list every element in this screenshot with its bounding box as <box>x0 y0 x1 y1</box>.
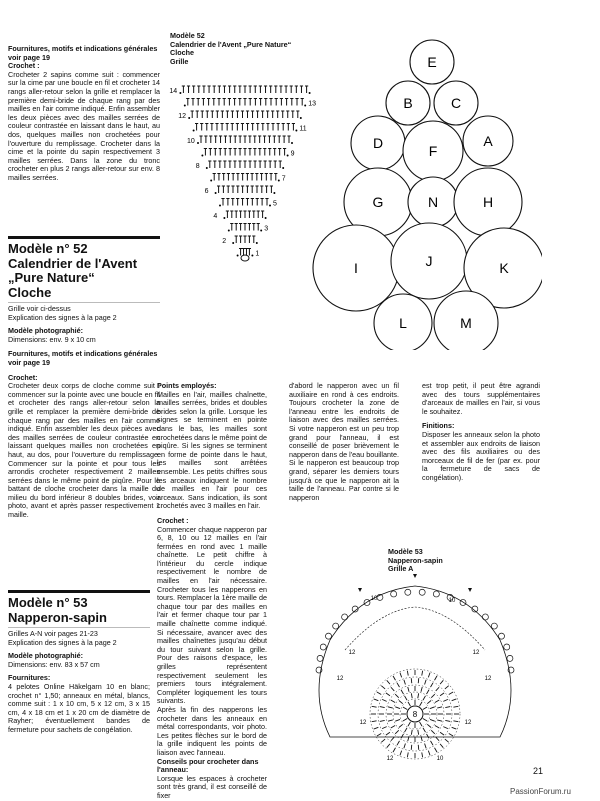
ring-letter: C <box>450 95 462 111</box>
stitch-mark <box>418 745 419 750</box>
stitch-dot <box>237 255 239 257</box>
stitch-mark <box>440 732 444 735</box>
stitch-mark <box>374 727 379 729</box>
stitch-mark <box>428 751 430 756</box>
stitch-mark <box>407 671 408 676</box>
arc-number: 12 <box>484 676 492 682</box>
stitch-mark <box>453 721 458 722</box>
stitch-dot <box>295 130 297 132</box>
stitch-mark <box>387 680 390 684</box>
column-3-text: d'abord le napperon avec un fil auxiliaire en rond à ces endroits. Toujours crocheter la zone de l'anneau entre les endroits de liaison avec des mailles serrées. Si votre napperon est un peu trop grand pour l'anneau, il est conseillé de poser brièvement le napperon dans de l'eau bouillante. Si le napperon est beaucoup trop grand, séparer les derniers tours jusqu'à ce que le napperon ait la taille de l'anneau. Par contre si le napperon <box>289 381 399 502</box>
stitch-mark <box>421 687 422 692</box>
model52-supplies-note: Fournitures, motifs et indications générales voir page 19 <box>8 349 158 367</box>
stitch-mark <box>435 700 439 703</box>
column-2 <box>157 382 267 801</box>
stitch-mark <box>435 676 438 680</box>
stitch-mark <box>399 701 403 704</box>
doily-crochet-grid-a <box>300 572 530 764</box>
stitch-dot <box>215 192 217 194</box>
stitch-mark <box>411 730 412 735</box>
stitch-mark <box>391 726 395 729</box>
ring-letter: L <box>399 315 407 331</box>
stitch-mark <box>388 707 393 708</box>
intro-crochet-label: Crochet : <box>8 61 40 71</box>
arc-number: 12 <box>464 720 472 726</box>
ring-letter: B <box>403 95 413 111</box>
stitch-mark <box>418 693 419 698</box>
model53-title <box>8 596 150 625</box>
ring-letter: J <box>425 253 433 269</box>
stitch-mark <box>440 744 443 748</box>
stitch-mark <box>418 730 419 735</box>
chart53-caption <box>388 548 468 574</box>
stitch-mark <box>436 687 439 691</box>
picot-loop <box>504 644 510 650</box>
picot-loop <box>507 655 513 661</box>
model52-title <box>8 242 160 300</box>
stitch-dot <box>287 155 289 157</box>
arc-number: 12 <box>359 720 367 726</box>
starting-loop <box>241 255 249 261</box>
stitch-mark <box>401 690 404 694</box>
stitch-mark <box>393 748 396 752</box>
model53-title-line: Napperon-sapin <box>8 609 107 625</box>
model53-supplies-head: Fournitures: <box>8 673 51 683</box>
stitch-mark <box>405 696 408 700</box>
stitch-mark <box>403 707 407 710</box>
stitch-dot <box>278 180 280 182</box>
stitch-mark <box>393 676 396 680</box>
picot-loop <box>433 591 439 597</box>
stitch-mark <box>420 702 423 706</box>
stitch-mark <box>452 727 457 729</box>
stitch-mark <box>423 728 426 732</box>
model53-photo-head: Modèle photographié: <box>8 651 84 661</box>
ring-position <box>386 81 430 125</box>
stitch-dot <box>265 217 267 219</box>
stitch-dot <box>210 180 212 182</box>
chart52-caption-line: Modèle 52 <box>170 31 205 40</box>
stitch-mark <box>395 694 399 698</box>
arc-number: 12 <box>386 756 394 762</box>
stitch-mark <box>422 671 423 676</box>
stitch-mark <box>430 707 435 709</box>
ring-letter: G <box>372 194 384 210</box>
ring-position <box>408 177 458 227</box>
stitch-mark <box>423 707 427 710</box>
grid-row <box>178 111 302 120</box>
stitch-mark <box>381 686 385 689</box>
stitch-dot <box>179 92 181 94</box>
arc-number: 12 <box>348 650 356 656</box>
intro-supplies-note: Fournitures, motifs et indications générales voir page 19 <box>8 44 158 62</box>
picot-loop <box>482 614 488 620</box>
picot-loop <box>326 633 332 639</box>
row-number: 3 <box>264 225 269 233</box>
stitch-mark <box>436 737 439 741</box>
doily-center <box>407 706 423 722</box>
model53-section <box>8 590 150 735</box>
stitch-mark <box>401 734 404 738</box>
ring-position <box>403 121 463 181</box>
stitch-dot <box>260 230 262 232</box>
ring-position <box>374 294 432 350</box>
ring-position <box>434 291 498 350</box>
stitch-mark <box>391 687 394 691</box>
row-number: 14 <box>169 88 178 95</box>
connection-arrow <box>468 588 472 592</box>
inner-arc <box>345 607 485 650</box>
stitch-dot <box>188 117 190 119</box>
stitch-mark <box>440 680 443 684</box>
stitch-dot <box>223 217 225 219</box>
stitch-mark <box>372 706 377 707</box>
ring-position <box>391 223 467 299</box>
ring-letter: N <box>427 194 439 210</box>
ring-letter: D <box>372 135 384 151</box>
stitch-dot <box>300 117 302 119</box>
stitch-mark <box>431 694 435 698</box>
center-number: 8 <box>412 710 418 719</box>
chart52-caption-line: Cloche <box>170 48 194 58</box>
tips-text: Lorsque les espaces à crocheter sont très grand, il est conseillé de fixer <box>157 773 267 800</box>
stitch-dot <box>304 105 306 107</box>
row-number: 12 <box>178 113 186 120</box>
stitch-mark <box>399 724 403 727</box>
grid-row <box>213 211 266 220</box>
ring-position <box>351 116 405 170</box>
column-3 <box>289 382 399 502</box>
stitch-mark <box>382 699 387 701</box>
intro-block <box>8 45 160 183</box>
row-number: 6 <box>204 188 209 195</box>
stitch-mark <box>411 678 412 683</box>
arc-number: 10 <box>436 756 444 762</box>
stitch-mark <box>388 720 393 721</box>
model52-crochet-label: Crochet: <box>8 372 38 382</box>
chart53-caption-line: Modèle 53 <box>388 547 423 556</box>
chart52-caption-line: Calendrier de l'Avent „Pure Nature“ <box>170 39 292 49</box>
stitch-mark <box>422 752 423 757</box>
stitch-mark <box>435 726 439 729</box>
stitch-mark <box>411 693 412 698</box>
stitch-mark <box>435 748 438 752</box>
stitch-mark <box>386 732 390 735</box>
grid-row <box>196 161 284 170</box>
stitch-mark <box>437 720 442 721</box>
arc-number: 12 <box>472 650 480 656</box>
stitch-mark <box>453 706 458 707</box>
stitch-mark <box>400 673 402 678</box>
stitch-mark <box>391 700 395 703</box>
section-rule <box>8 590 150 593</box>
model52-title-line: „Pure Nature“ <box>8 270 95 285</box>
stitch-mark <box>408 702 411 706</box>
stitch-dot <box>206 167 208 169</box>
grid-row <box>193 124 307 133</box>
stitch-mark <box>407 752 408 757</box>
stitch-mark <box>400 751 402 756</box>
ring-letter: K <box>499 260 509 276</box>
stitch-mark <box>431 730 435 734</box>
stitch-mark <box>380 707 385 708</box>
grid-row <box>187 136 293 145</box>
row-number: 8 <box>195 163 200 170</box>
grid-row <box>219 199 277 208</box>
model52-title-line: Calendrier de l'Avent <box>8 255 138 271</box>
stitch-mark <box>380 720 385 721</box>
model53-supplies-text: 4 pelotes Online Häkelgarn 10 en blanc; crochet n° 1,50; anneaux en métal, blancs, comme suit : 1 x 10 cm, 5 x 12 cm, 3 x 15 cm, 4 x 18 cm et 1 x 20 cm de diamètre de Rayher; éventuellement bandes de fermeture pour sachets de congélation. <box>8 681 150 734</box>
stitch-mark <box>427 734 430 738</box>
model52-crochet-text: Crocheter deux corps de cloche comme suit : commencer sur la pointe avec une boucle en fil et crocheter des rangs aller-retour selon la grille et remplacer la première demi-bride de chaque rang par des mailles en l'air comme indiqué. Enfin assembler les deux pièces avec des mailles serrées de couleur contrastée en laissant quelques mailles non crochetées en haut, au dos, pour l'ouverture du remplissage. Commencer sur la pointe et pour tous les arrondis crocheter respectivement 2 mailles serrées dans le même point de piqûre. Pour le battant de cloche crocheter dans la maille du milieu du bord inférieur 8 doubles brides, voir photo, avant et après passer respectivement 1 maille. <box>8 381 160 520</box>
row-number: 1 <box>255 250 260 258</box>
row-number: 11 <box>299 125 307 133</box>
picot-loop <box>498 633 504 639</box>
stitch-mark <box>386 693 390 696</box>
stitch-mark <box>395 707 400 709</box>
stitch-dot <box>201 155 203 157</box>
model53-dimensions: Dimensions: env. 83 x 57 cm <box>8 659 100 669</box>
model52-signs-ref: Explication des signes à la page 2 <box>8 312 117 322</box>
column-4 <box>422 382 540 483</box>
crochet-text: Commencer chaque napperon par 6, 8, 10 ou 12 mailles en l'air fermées en rond avec 1 maille chaînette. Le petit chiffre à l'intérieur du cercle indique respectivement le nombre de mailles en l'air nécessaire. Crocheter tous les napperons en tours. Remplacer la 1ère maille de chaque tour par des mailles en l'air et fermer chaque tour par 1 maille chaînette comme indiqué. Si nécessaire, avancer avec des mailles chaînettes jusqu'au début du tour suivant selon la grille. Pour des raisons d'espace, les grilles représentent respectivement seulement les premiers tours intégralement. Compléter logiquement les tours suivants. Après la fin des napperons les crocheter dans les anneaux en métal correspondants, voir photo. Les petites flèches sur le bord de la grille indiquent les points de liaison avec l'anneau. <box>157 524 267 757</box>
ring-position <box>463 116 513 166</box>
picot-loop <box>320 644 326 650</box>
grid-row <box>228 224 268 233</box>
stitch-mark <box>445 739 449 742</box>
stitch-mark <box>395 730 399 734</box>
stitch-mark <box>395 719 400 721</box>
divider <box>8 627 150 628</box>
stitch-mark <box>449 692 453 695</box>
crochet-heading: Crochet : <box>157 515 189 525</box>
stitch-mark <box>372 721 377 722</box>
model53-grid-ref: Grilles A-N voir pages 21-23 <box>8 629 98 638</box>
arc-number: 10 <box>448 598 456 604</box>
model52-photo-head: Modèle photographié: <box>8 326 84 336</box>
arc-number: 12 <box>336 676 344 682</box>
stitch-mark <box>425 743 427 748</box>
stitch-dot <box>232 242 234 244</box>
stitch-mark <box>405 728 408 732</box>
stitch-mark <box>418 678 419 683</box>
model52-grid-ref: Grille voir ci-dessus <box>8 304 71 313</box>
stitch-dot <box>219 205 221 207</box>
stitch-dot <box>228 230 230 232</box>
arc-number: 10 <box>370 596 378 602</box>
ring-letter: I <box>354 260 358 276</box>
row-number: 5 <box>273 200 277 208</box>
stitch-mark <box>403 719 407 722</box>
stitch-mark <box>397 683 400 687</box>
ring-position <box>434 81 478 125</box>
stitch-mark <box>391 737 394 741</box>
picot-loop <box>405 589 411 595</box>
stitch-mark <box>397 741 400 745</box>
chart52-caption-line: Grille <box>170 56 189 66</box>
ring-letter: H <box>482 194 494 210</box>
chart53-caption-line: Napperon-sapin <box>388 555 443 565</box>
intro-crochet-text: Crocheter 2 sapins comme suit : commencer sur la cime par une boucle en fil et crocheter 14 rangs aller-retour selon la grille et remplacer la première demi-bride de chaque rang par des mailles en l'air comme indiqué. Enfin assembler les deux pièces avec des mailles serrées de couleur contrastée en laissant dans le haut, au dos, quelques mailles non crochetées pour l'ouverture du remplissage. Crocheter dans la cime et la pointe du sapin respectivement 3 mailles serrées. Dans la zone du tronc crocheter en plus 2 rangs aller-retour sur env. 8 mailles serrées. <box>8 69 160 182</box>
model52-section <box>8 236 160 520</box>
tree-ring-layout-diagram <box>312 30 542 350</box>
model53-signs-ref: Explication des signes à la page 2 <box>8 637 117 647</box>
stitch-mark <box>408 722 411 726</box>
stitch-dot <box>309 92 311 94</box>
page-number: 21 <box>533 766 544 776</box>
grid-row <box>210 174 286 183</box>
stitch-mark <box>404 680 406 685</box>
stitch-mark <box>425 680 427 685</box>
stitch-mark <box>430 719 435 721</box>
stitch-mark <box>423 719 427 722</box>
grid-row <box>205 186 276 195</box>
divider <box>8 302 160 303</box>
stitch-dot <box>256 242 258 244</box>
model52-title-line: Cloche <box>8 284 52 300</box>
row-number: 10 <box>187 138 195 145</box>
chart53-caption-line: Grille A <box>388 564 414 574</box>
stitch-dot <box>291 142 293 144</box>
watermark-logo: PassionForum.ru <box>510 787 571 796</box>
stitch-mark <box>431 683 434 687</box>
stitch-dot <box>193 130 195 132</box>
ring-letter: A <box>483 133 493 149</box>
row-number: 2 <box>222 238 227 245</box>
tips-heading: Conseils pour crocheter dans l'anneau: <box>157 756 259 775</box>
model52-title-line: Modèle n° 52 <box>8 241 88 256</box>
picot-loop <box>342 614 348 620</box>
stitch-mark <box>404 743 406 748</box>
stitch-mark <box>427 724 431 727</box>
row-number: 7 <box>281 175 286 183</box>
stitch-mark <box>377 734 381 737</box>
column-4-text: est trop petit, il peut être agrandi avec des tours supplémentaires d'arceaux de mailles en l'air, si vous le souhaitez. <box>422 381 540 416</box>
grid-row <box>222 236 258 245</box>
stitch-mark <box>411 745 412 750</box>
grid-row <box>169 86 310 95</box>
chart52-caption <box>170 32 300 66</box>
picot-loop <box>391 591 397 597</box>
ring-letter: F <box>428 143 438 159</box>
stitch-mark <box>387 744 390 748</box>
stitch-mark <box>445 707 450 708</box>
picot-loop <box>419 589 425 595</box>
stitch-mark <box>449 734 453 737</box>
connection-arrow <box>413 574 417 578</box>
model52-dimensions: Dimensions: env. 9 x 10 cm <box>8 334 96 344</box>
stitch-mark <box>408 687 409 692</box>
finishing-text: Disposer les anneaux selon la photo et assembler aux endroits de liaison avec des fils auxiliaires ou des morceaux de fil de fer (par ex. pour la fermeture de sacs de congélation). <box>422 429 540 482</box>
stitch-dot <box>282 167 284 169</box>
stitch-dot <box>273 192 275 194</box>
stitch-mark <box>382 727 387 729</box>
stitch-mark <box>427 690 430 694</box>
picot-loop <box>317 655 323 661</box>
stitch-dot <box>197 142 199 144</box>
ring-position <box>410 40 454 84</box>
points-text: Mailles en l'air, mailles chaînette, mailles serrées, brides et doubles brides selon la grille. Lorsque les signes se terminent en pointe dans le bas, les mailles sont crochetées dans le même point de piqûre. Si les signes se terminent en forme de pointe dans le haut, les mailles sont arrêtées ensemble. Les petits chiffres sous les arceaux indiquent le nombre de mailles en l'air pour ces arceaux. Sans indication, ils sont crochetés avec 3 mailles en l'air. <box>157 389 267 511</box>
stitch-dot <box>251 255 253 257</box>
stitch-mark <box>427 701 431 704</box>
stitch-dot <box>269 205 271 207</box>
grid-row <box>184 99 316 108</box>
ring-letter: M <box>460 315 472 331</box>
points-heading: Points employés: <box>157 381 217 390</box>
row-number: 4 <box>213 213 218 220</box>
stitch-mark <box>431 741 434 745</box>
row-number: 9 <box>290 150 295 158</box>
stitch-mark <box>440 693 444 696</box>
grid-row <box>201 149 294 158</box>
picot-loop <box>491 623 497 629</box>
stitch-mark <box>445 720 450 721</box>
ring-position <box>313 225 399 311</box>
picot-loop <box>333 623 339 629</box>
row-number: 13 <box>308 100 316 108</box>
ring-position <box>454 168 522 236</box>
stitch-mark <box>374 699 379 701</box>
stitch-dot <box>184 105 186 107</box>
ring-letter: E <box>427 54 437 70</box>
stitch-mark <box>443 727 448 729</box>
stitch-mark <box>428 673 430 678</box>
stitch-mark <box>437 707 442 708</box>
stitch-mark <box>452 699 457 701</box>
connection-arrow <box>358 588 362 592</box>
section-rule <box>8 236 160 239</box>
stitch-mark <box>377 692 381 695</box>
stitch-mark <box>423 696 426 700</box>
finishing-heading: Finitions: <box>422 421 455 431</box>
model53-title-line: Modèle n° 53 <box>8 595 88 610</box>
stitch-mark <box>381 739 385 742</box>
stitch-mark <box>445 686 449 689</box>
stitch-mark <box>420 722 423 726</box>
stitch-mark <box>443 699 448 701</box>
